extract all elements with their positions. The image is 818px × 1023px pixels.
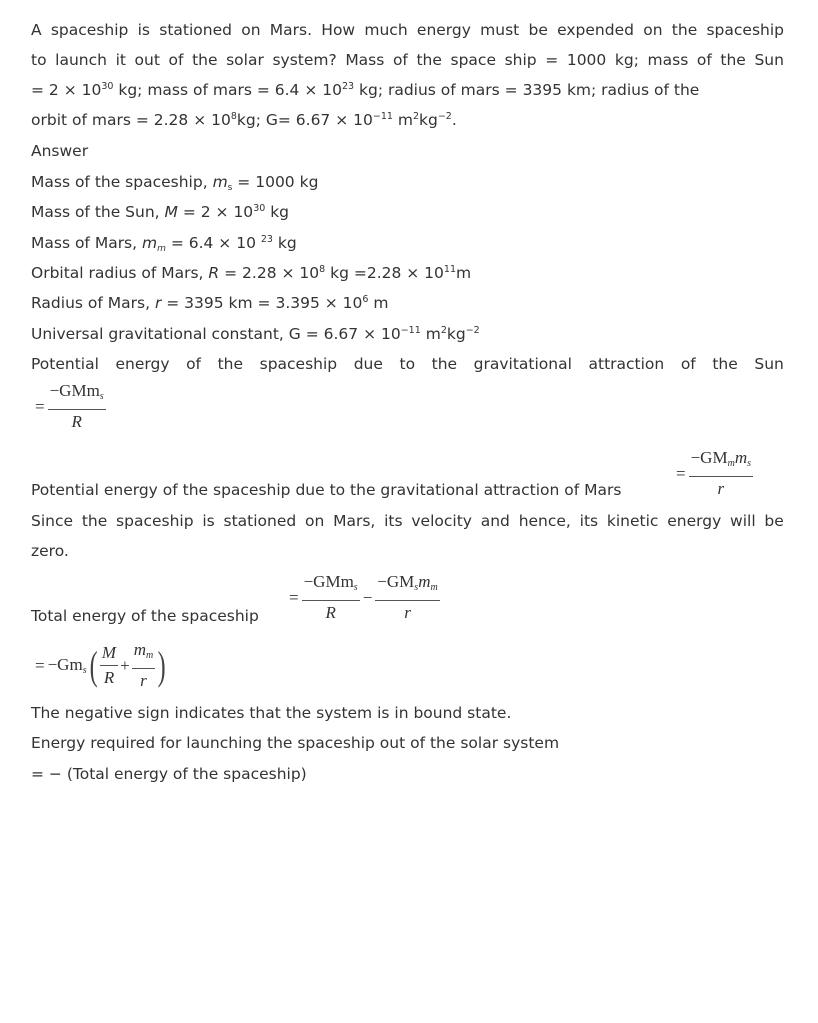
equals-sign: = bbox=[676, 463, 686, 483]
kinetic-text-line-1 bbox=[31, 511, 784, 531]
word: Mass bbox=[345, 51, 385, 69]
word: gravitational bbox=[473, 355, 572, 373]
equals-sign: = bbox=[35, 396, 45, 416]
word: energy bbox=[115, 355, 170, 373]
minus-sign: − bbox=[362, 587, 373, 607]
label: Mass of the Sun, bbox=[31, 203, 165, 221]
exponent: −2 bbox=[437, 111, 452, 122]
energy-required-equation: = − (Total energy of the spaceship) bbox=[31, 765, 307, 783]
given-mars-radius bbox=[31, 293, 388, 313]
prefix bbox=[48, 655, 87, 674]
given-orbital-radius bbox=[31, 263, 471, 283]
exponent: 30 bbox=[253, 203, 266, 214]
word: on bbox=[305, 512, 325, 530]
unit: kg bbox=[446, 325, 466, 343]
text: −GMm bbox=[303, 572, 354, 591]
word: Mars. bbox=[269, 21, 313, 39]
word: of bbox=[392, 51, 408, 69]
text: m bbox=[734, 448, 748, 467]
subscript: s bbox=[227, 183, 233, 193]
unit: kg bbox=[272, 234, 297, 252]
subscript: m bbox=[145, 650, 154, 661]
left-paren: ( bbox=[89, 642, 98, 688]
symbol: m bbox=[142, 234, 158, 252]
word: kg; bbox=[614, 51, 639, 69]
text: kg bbox=[419, 111, 438, 129]
text: −Gm bbox=[47, 655, 83, 674]
value: = 1000 kg bbox=[232, 173, 319, 191]
denominator: r bbox=[404, 603, 411, 622]
exponent: 2 bbox=[440, 325, 447, 336]
denominator: r bbox=[140, 671, 147, 690]
word: stationed bbox=[159, 21, 232, 39]
given-grav-constant bbox=[31, 324, 480, 344]
plus-sign: + bbox=[120, 655, 130, 675]
word: ship bbox=[504, 51, 537, 69]
word: the bbox=[671, 21, 698, 39]
exponent: 8 bbox=[319, 264, 326, 275]
total-energy-text: Total energy of the spaceship bbox=[31, 607, 259, 625]
symbol: m bbox=[212, 173, 228, 191]
exponent: 2 bbox=[412, 111, 419, 122]
word: the bbox=[217, 355, 244, 373]
numerator bbox=[302, 572, 360, 601]
symbol: r bbox=[154, 294, 162, 312]
word: spaceship bbox=[706, 21, 784, 39]
denominator: R bbox=[103, 668, 115, 687]
value: = 3395 km = 3.395 × 10 bbox=[161, 294, 363, 312]
exponent: −2 bbox=[465, 325, 480, 336]
value: = 2.28 × 10 bbox=[219, 264, 320, 282]
unit: m bbox=[368, 294, 389, 312]
word: it bbox=[115, 51, 126, 69]
numerator bbox=[375, 572, 439, 601]
word: of bbox=[168, 51, 184, 69]
word: 1000 bbox=[566, 51, 607, 69]
word: attraction bbox=[588, 355, 665, 373]
word: Mars, bbox=[333, 512, 376, 530]
fraction bbox=[689, 448, 753, 499]
equals-sign: = bbox=[35, 655, 45, 675]
word: the bbox=[712, 355, 738, 373]
text: −GMm bbox=[49, 381, 100, 400]
word: energy bbox=[667, 512, 722, 530]
text: . bbox=[451, 111, 457, 129]
exponent: 8 bbox=[230, 111, 237, 122]
right-paren: ) bbox=[157, 642, 166, 688]
equals-sign: = bbox=[289, 587, 299, 607]
text: −GM bbox=[690, 448, 728, 467]
word: Since bbox=[31, 512, 74, 530]
word: hence, bbox=[518, 512, 571, 530]
word: stationed bbox=[223, 512, 297, 530]
exponent: 23 bbox=[260, 234, 273, 245]
numerator: M bbox=[100, 643, 118, 666]
energy-required-text: Energy required for launching the spaceship out of the solar system bbox=[31, 734, 560, 752]
given-spaceship-mass bbox=[31, 172, 318, 192]
exponent: 6 bbox=[362, 294, 369, 305]
word: the bbox=[192, 51, 218, 69]
word: of bbox=[696, 51, 712, 69]
bound-state-text: The negative sign indicates that the system is in bound state. bbox=[31, 704, 512, 722]
value: = 6.4 × 10 bbox=[165, 234, 261, 252]
given-mars-mass bbox=[31, 233, 297, 253]
subscript: s bbox=[414, 582, 419, 593]
word: spaceship bbox=[116, 512, 194, 530]
word: the bbox=[81, 512, 108, 530]
word: out bbox=[134, 51, 160, 69]
word: spaceship bbox=[259, 355, 338, 373]
subscript: s bbox=[353, 582, 358, 593]
numerator bbox=[689, 448, 753, 477]
word: A bbox=[31, 21, 42, 39]
subscript: s bbox=[747, 458, 751, 469]
word: of bbox=[186, 355, 202, 373]
word: velocity bbox=[411, 512, 472, 530]
subscript: s bbox=[82, 665, 87, 676]
word: kinetic bbox=[606, 512, 659, 530]
answer-heading: Answer bbox=[31, 142, 89, 160]
question-line-4 bbox=[31, 110, 457, 130]
word: due bbox=[353, 355, 383, 373]
word: much bbox=[364, 21, 408, 39]
value: = 2 × 10 bbox=[177, 203, 254, 221]
word: be bbox=[764, 512, 784, 530]
word: be bbox=[528, 21, 548, 39]
fraction bbox=[48, 381, 106, 432]
word: the bbox=[720, 51, 746, 69]
word: on bbox=[241, 21, 261, 39]
fraction-m-r bbox=[132, 640, 156, 691]
question-sun-mass bbox=[31, 80, 699, 100]
exponent: −11 bbox=[400, 325, 421, 336]
fraction-mars-term bbox=[375, 572, 439, 623]
word: its bbox=[384, 512, 403, 530]
pe-sun-text bbox=[31, 354, 784, 374]
word: Potential bbox=[31, 355, 99, 373]
text: m bbox=[133, 640, 146, 659]
label: Mass of the spaceship, bbox=[31, 173, 213, 191]
word: How bbox=[321, 21, 356, 39]
word: will bbox=[730, 512, 756, 530]
denominator: R bbox=[71, 412, 82, 431]
word: to bbox=[399, 355, 416, 373]
word: is bbox=[137, 21, 151, 39]
text: m bbox=[418, 572, 431, 591]
word: Sun bbox=[754, 51, 784, 69]
word: launch bbox=[55, 51, 107, 69]
text: kg; G= 6.67 × 10 bbox=[236, 111, 373, 129]
fraction-sun-term bbox=[302, 572, 360, 623]
text: kg; mass of mars = 6.4 × 10 bbox=[113, 81, 342, 99]
simplified-formula bbox=[35, 640, 169, 691]
word: = bbox=[545, 51, 559, 69]
pe-mars-text: Potential energy of the spaceship due to the gravitational attraction of Mars bbox=[31, 481, 622, 499]
subscript: m bbox=[727, 458, 735, 469]
question-line-2 bbox=[31, 50, 784, 70]
word: energy bbox=[416, 21, 471, 39]
subscript: m bbox=[430, 582, 438, 593]
word: is bbox=[202, 512, 215, 530]
unit: m bbox=[456, 264, 472, 282]
word: mass bbox=[647, 51, 689, 69]
exponent: −11 bbox=[372, 111, 393, 122]
label: Mass of Mars, bbox=[31, 234, 142, 252]
subscript: s bbox=[99, 391, 104, 402]
denominator: R bbox=[325, 603, 336, 622]
question-line-3 bbox=[31, 80, 784, 100]
value-converted: kg =2.28 × 10 bbox=[325, 264, 444, 282]
exponent: 30 bbox=[101, 81, 114, 92]
kinetic-text-line-2: zero. bbox=[31, 542, 69, 560]
text: kg; radius of mars = 3395 km; radius of the bbox=[354, 81, 700, 99]
word: solar bbox=[226, 51, 264, 69]
exponent: 11 bbox=[443, 264, 456, 275]
label: Universal gravitational constant, G = 6.67 × 10 bbox=[31, 325, 401, 343]
word: space bbox=[450, 51, 496, 69]
text: m bbox=[392, 111, 413, 129]
numerator bbox=[48, 381, 106, 410]
word: system? bbox=[272, 51, 337, 69]
word: and bbox=[480, 512, 510, 530]
word: of bbox=[680, 355, 696, 373]
exponent: 23 bbox=[341, 81, 355, 92]
word: spaceship bbox=[50, 21, 129, 39]
pe-sun-formula bbox=[35, 381, 106, 432]
word: expended bbox=[557, 21, 634, 39]
subscript: m bbox=[157, 244, 166, 254]
text: orbit of mars = 2.28 × 10 bbox=[31, 111, 231, 129]
word: must bbox=[480, 21, 520, 39]
word: to bbox=[31, 51, 47, 69]
word: Sun bbox=[754, 355, 784, 373]
fraction-M-R bbox=[100, 643, 118, 688]
symbol: R bbox=[208, 264, 220, 282]
word: its bbox=[579, 512, 599, 530]
word: the bbox=[416, 51, 442, 69]
label: Orbital radius of Mars, bbox=[31, 264, 209, 282]
text: −GM bbox=[377, 572, 415, 591]
question-line-1 bbox=[31, 20, 784, 40]
text: = 2 × 10 bbox=[31, 81, 102, 99]
word: on bbox=[643, 21, 663, 39]
total-energy-formula bbox=[289, 572, 440, 623]
denominator: r bbox=[717, 479, 725, 498]
pe-mars-formula bbox=[676, 448, 753, 499]
given-sun-mass bbox=[31, 202, 289, 222]
label: Radius of Mars, bbox=[31, 294, 155, 312]
numerator bbox=[132, 640, 156, 669]
unit: kg bbox=[265, 203, 290, 221]
unit: m bbox=[420, 325, 441, 343]
word: the bbox=[431, 355, 458, 373]
symbol: M bbox=[164, 203, 178, 221]
